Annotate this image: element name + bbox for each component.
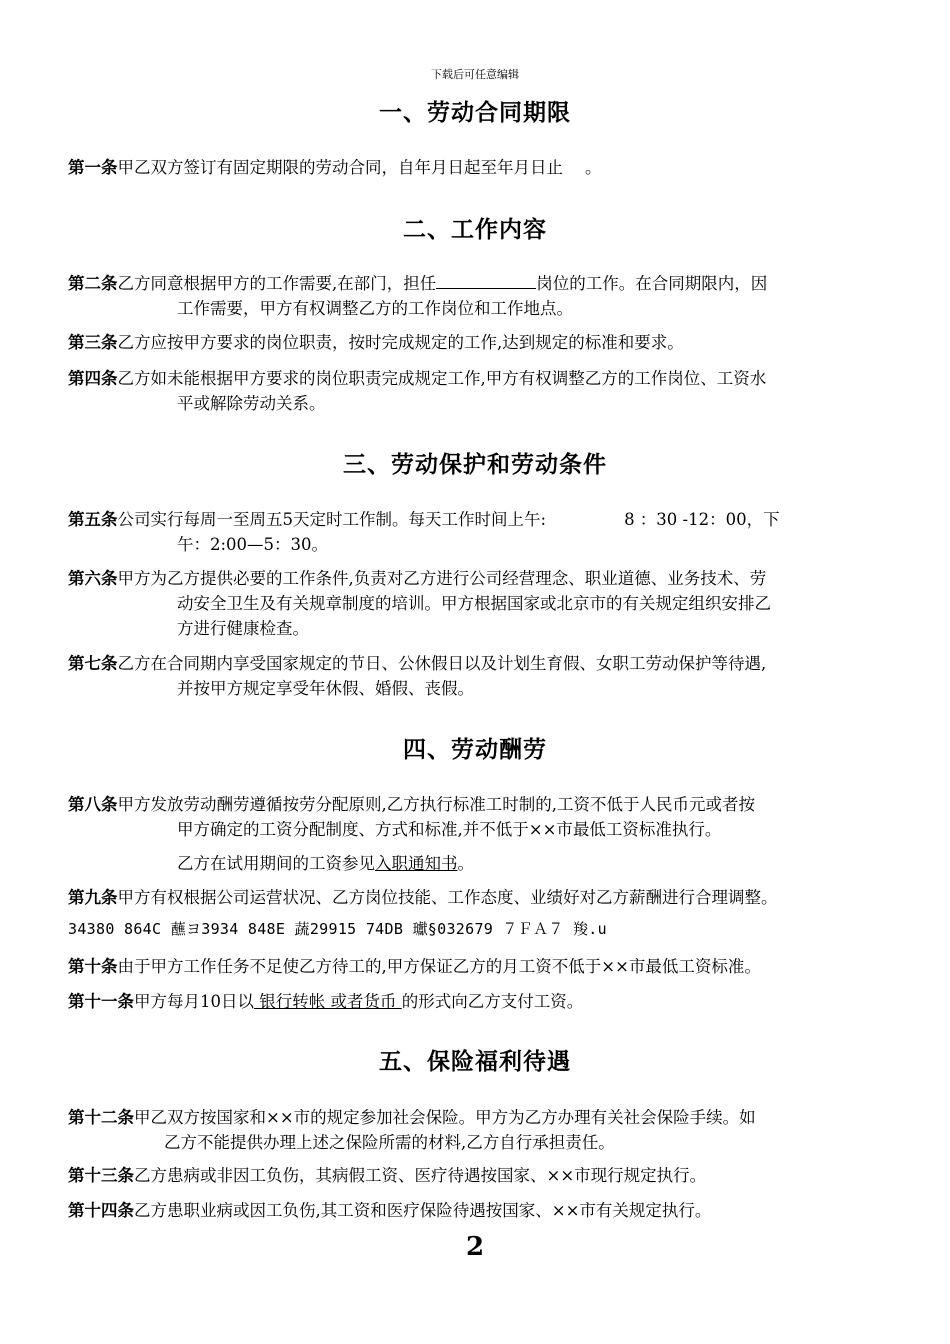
section-heading-2: 二、工作内容	[403, 217, 547, 243]
article-text: 甲方发放劳动酬劳遵循按劳分配原则,乙方执行标准工时制的,工资不低于人民币元或者按	[117, 795, 755, 814]
article-7-continuation: 并按甲方规定享受年休假、婚假、丧假。	[177, 679, 474, 698]
article-label: 第七条	[68, 654, 118, 673]
article-text: 甲方为乙方提供必要的工作条件,负责对乙方进行公司经营理念、职业道德、业务技术、劳	[117, 569, 767, 588]
article-5	[68, 507, 888, 532]
article-14	[68, 1198, 888, 1223]
article-11	[68, 989, 888, 1014]
article-text: 乙方在合同期内享受国家规定的节日、公休假日以及计划生育假、女职工劳动保护等待遇,	[117, 654, 767, 673]
article-3	[68, 330, 888, 355]
article-text: 由于甲方工作任务不足使乙方待工的,甲方保证乙方的月工资不低于××市最低工资标准。	[117, 957, 761, 976]
probation-text-end: 。	[457, 854, 474, 873]
article-2-continuation: 工作需要，甲方有权调整乙方的工作岗位和工作地点。	[177, 299, 573, 318]
article-12	[68, 1105, 888, 1130]
article-text: 乙方如未能根据甲方要求的岗位职责完成规定工作,甲方有权调整乙方的工作岗位、工资水	[117, 369, 767, 388]
article-text: 岗位的工作。在合同期限内，因	[536, 274, 768, 293]
article-6	[68, 566, 888, 591]
article-text: 甲方有权根据公司运营状况、乙方岗位技能、工作态度、业绩好对乙方薪酬进行合理调整。	[117, 888, 778, 907]
article-12-continuation: 乙方不能提供办理上述之保险所需的材料,乙方自行承担责任。	[164, 1133, 615, 1152]
offer-letter-reference: 入职通知书	[375, 854, 458, 873]
article-8-continuation: 甲方确定的工资分配制度、方式和标准,并不低于××市最低工资标准执行。	[177, 820, 722, 839]
article-text: 乙方患病或非因工负伤，其病假工资、医疗待遇按国家、××市现行规定执行。	[134, 1166, 707, 1185]
article-label: 第十二条	[68, 1108, 134, 1127]
section-heading-3: 三、劳动保护和劳动条件	[343, 452, 607, 478]
article-10	[68, 954, 888, 979]
article-text: 甲乙双方按国家和××市的规定参加社会保险。甲方为乙方办理有关社会保险手续。如	[134, 1108, 756, 1127]
article-8-probation-line	[177, 851, 474, 876]
probation-text: 乙方在试用期间的工资参见	[177, 854, 375, 873]
article-text: 甲乙双方签订有固定期限的劳动合同，自年月日起至年月日止	[117, 158, 563, 177]
section-heading-1: 一、劳动合同期限	[379, 100, 571, 126]
article-13	[68, 1163, 888, 1188]
article-label: 第九条	[68, 888, 118, 907]
garbled-text-line: 34380 864C 蘸ヨ3934 848E 蔬29915 74DB 瓛§032679 ７ＦＡ７ 羧.ս	[68, 920, 607, 938]
article-4	[68, 366, 888, 391]
article-label: 第十条	[68, 957, 118, 976]
article-text-time: 8 ：30 -12：00，下	[624, 510, 780, 529]
article-6-continuation-1: 动安全卫生及有关规章制度的培训。甲方根据国家或北京市的有关规定组织安排乙	[177, 594, 771, 613]
article-label: 第十四条	[68, 1201, 134, 1220]
article-9	[68, 885, 888, 910]
article-label: 第三条	[68, 333, 118, 352]
payment-method: 银行转帐 或者货币	[254, 992, 402, 1011]
article-text: 乙方患职业病或因工负伤,其工资和医疗保险待遇按国家、××市有关规定执行。	[134, 1201, 712, 1220]
article-7	[68, 651, 888, 676]
article-text: 乙方同意根据甲方的工作需要,在部门，担任	[117, 274, 437, 293]
article-label: 第八条	[68, 795, 118, 814]
article-5-continuation: 午：2:00—5：30。	[177, 535, 329, 554]
article-label: 第六条	[68, 569, 118, 588]
article-label: 第二条	[68, 274, 118, 293]
position-blank	[436, 274, 536, 289]
article-6-continuation-2: 方进行健康检查。	[177, 619, 309, 638]
article-text-tail: 。	[585, 158, 602, 177]
header-note: 下载后可任意编辑	[431, 68, 519, 81]
article-text: 公司实行每周一至周五5天定时工作制。每天工作时间上午:	[117, 510, 547, 529]
section-heading-5: 五、保险福利待遇	[379, 1049, 571, 1075]
article-label: 第一条	[68, 158, 118, 177]
article-text: 乙方应按甲方要求的岗位职责，按时完成规定的工作,达到规定的标准和要求。	[117, 333, 684, 352]
article-1	[68, 155, 888, 180]
article-label: 第五条	[68, 510, 118, 529]
article-label: 第十三条	[68, 1166, 134, 1185]
article-text: 甲方每月10日以	[134, 992, 254, 1011]
section-heading-4: 四、劳动酬劳	[403, 737, 547, 763]
page-number: 2	[465, 1232, 485, 1262]
article-2	[68, 271, 888, 296]
article-label: 第十一条	[68, 992, 134, 1011]
article-text-end: 的形式向乙方支付工资。	[401, 992, 584, 1011]
article-label: 第四条	[68, 369, 118, 388]
article-4-continuation: 平或解除劳动关系。	[177, 394, 326, 413]
article-8	[68, 792, 888, 817]
